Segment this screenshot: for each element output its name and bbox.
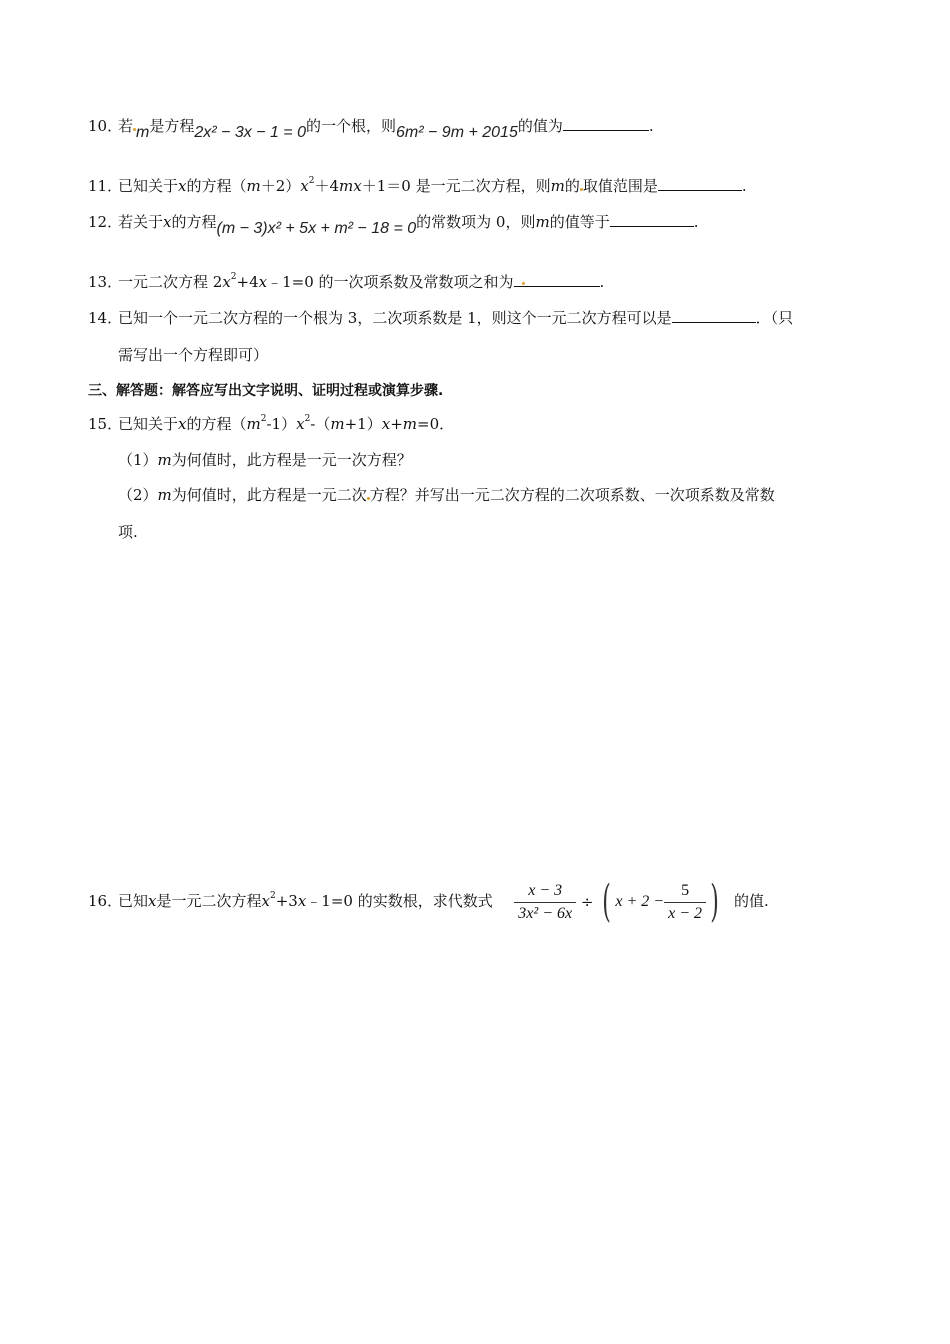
math-var-m: m — [136, 124, 150, 141]
question-number: 14． — [88, 309, 123, 327]
question-number: 13． — [88, 273, 123, 291]
question-number: 10． — [88, 117, 123, 135]
question-14-continued: 需写出一个方程即可） — [118, 346, 269, 364]
answer-blank[interactable] — [672, 308, 756, 323]
answer-blank[interactable] — [658, 176, 742, 191]
question-15-part-2-continued: 项. — [118, 523, 138, 541]
question-14: 14．已知一个一元二次方程的一个根为 3，二次项系数是 1，则这个一元二次方程可以是 ．（只 — [88, 309, 794, 327]
question-number: 15． — [88, 415, 123, 433]
edit-mark-icon — [522, 282, 525, 285]
question-15-part-2: （2）m为何值时，此方程是一元二次 方程？并写出一元二次方程的二次项系数、一次项系数及常数 — [118, 486, 775, 504]
expression: 6m² − 9m + 2015 — [396, 124, 518, 141]
inner-expression: x + 2 − — [615, 893, 665, 910]
question-10: 10．若 m是方程2x² − 3x − 1 = 0的一个根，则6m² − 9m + 2015的值为 . — [88, 117, 654, 141]
question-number: 11． — [88, 177, 123, 195]
question-number: 16． — [88, 892, 123, 910]
left-paren-icon: ( — [602, 876, 612, 927]
equation: (m − 3)x² + 5x + m² − 18 = 0 — [216, 220, 417, 237]
section-heading: 三、解答题：解答应写出文字说明、证明过程或演算步骤. — [88, 383, 444, 399]
equation: 2x² − 3x − 1 = 0 — [194, 124, 306, 141]
fraction-1: $\frac{x - 3}{\text{3x² − 6x}}$ — [514, 880, 576, 925]
question-15-part-1: （1）m为何值时，此方程是一元一次方程？ — [118, 451, 412, 469]
question-16: 16．已知x是一元二次方程$x^2+3x﹣1=0$ 的实数根，求代数式 $\frac{x - 3}{\text{3x² − 6x}}$ ÷ ( x + 2 − $\frac{5}{x - 2}$ ) 的值. — [88, 876, 769, 927]
answer-blank[interactable] — [610, 212, 694, 227]
fraction-2: $\frac{5}{x - 2}$ — [664, 880, 706, 925]
question-11: 11．已知关于x的方程$(m+2)x^2+4mx+1=0$ 是一元二次方程，则m的 取值范围是 . — [88, 176, 747, 195]
question-13: 13．一元二次方程 $2x^2+4x﹣1=0$ 的一次项系数及常数项之和为 . — [88, 272, 605, 291]
right-paren-icon: ) — [710, 876, 719, 927]
question-12: 12．若关于x的方程(m − 3)x² + 5x + m² − 18 = 0的常数项为 0，则m的值等于 . — [88, 213, 699, 237]
answer-blank[interactable] — [514, 272, 600, 287]
question-15: 15．已知关于x的方程$(m^2-1)x^2-(m+1)x+m=0$． — [88, 414, 455, 433]
question-number: 12． — [88, 213, 123, 231]
divide-sign: ÷ — [580, 893, 594, 911]
answer-blank[interactable] — [563, 116, 649, 131]
